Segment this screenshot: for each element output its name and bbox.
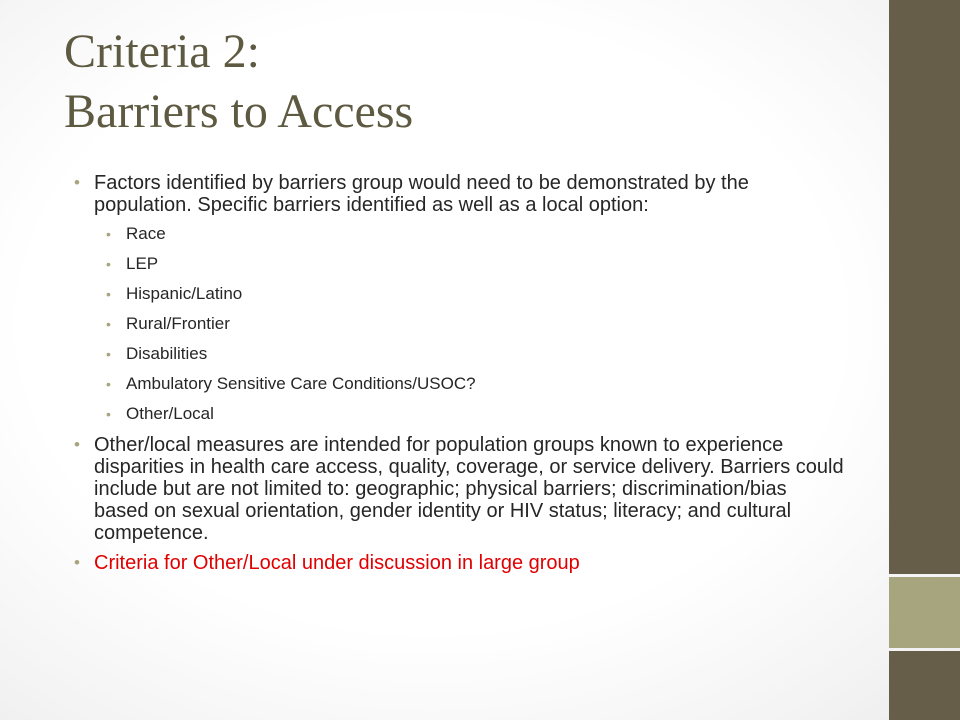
bullet-text: Other/local measures are intended for population groups known to experience disparities in health care access, quality, coverage, or service delivery. Barriers could include but are not limited to: geographic; physical barriers; discrimination/bias based on sexual orientation, gender identity or HIV status; literacy; and cultural competence. bbox=[94, 434, 844, 544]
bullet-icon: • bbox=[74, 435, 80, 454]
bullet-text-highlight: Criteria for Other/Local under discussion in large group bbox=[94, 552, 580, 574]
bullet-icon: • bbox=[106, 226, 111, 242]
bullet-icon: • bbox=[106, 316, 111, 332]
sub-bullet-list bbox=[94, 224, 844, 424]
sub-bullet-item bbox=[94, 374, 844, 394]
bullet-item-criteria-discussion bbox=[74, 552, 844, 574]
bullet-item-factors bbox=[74, 172, 844, 424]
slide-title-line-1: Criteria 2: bbox=[64, 25, 260, 78]
sub-bullet-item bbox=[94, 314, 844, 334]
sub-bullet-text: Race bbox=[126, 224, 166, 243]
bullet-text: Factors identified by barriers group would need to be demonstrated by the population. Specific barriers identified as well as a local option: bbox=[94, 172, 749, 216]
sub-bullet-item bbox=[94, 224, 844, 244]
sub-bullet-item bbox=[94, 254, 844, 274]
sub-bullet-text: LEP bbox=[126, 254, 159, 273]
sidebar-segment-bottom bbox=[889, 651, 960, 720]
sidebar-segment-middle bbox=[889, 577, 960, 648]
sub-bullet-text: Other/Local bbox=[126, 404, 214, 423]
sub-bullet-text: Hispanic/Latino bbox=[126, 284, 243, 303]
slide-title-line-2: Barriers to Access bbox=[64, 85, 414, 138]
bullet-icon: • bbox=[106, 256, 111, 272]
sub-bullet-item bbox=[94, 404, 844, 424]
bullet-list bbox=[74, 172, 844, 574]
sidebar-segment-top bbox=[889, 0, 960, 574]
bullet-icon: • bbox=[106, 406, 111, 422]
sub-bullet-text: Rural/Frontier bbox=[126, 314, 230, 333]
decorative-sidebar bbox=[889, 0, 960, 720]
slide-title bbox=[64, 22, 864, 142]
bullet-icon: • bbox=[106, 346, 111, 362]
sub-bullet-text: Ambulatory Sensitive Care Conditions/USOC? bbox=[126, 374, 476, 393]
bullet-icon: • bbox=[106, 376, 111, 392]
bullet-icon: • bbox=[106, 286, 111, 302]
sub-bullet-item bbox=[94, 284, 844, 304]
bullet-icon: • bbox=[74, 553, 80, 572]
bullet-icon: • bbox=[74, 173, 80, 192]
bullet-item-other-local-measures bbox=[74, 434, 844, 544]
sub-bullet-text: Disabilities bbox=[126, 344, 208, 363]
sub-bullet-item bbox=[94, 344, 844, 364]
